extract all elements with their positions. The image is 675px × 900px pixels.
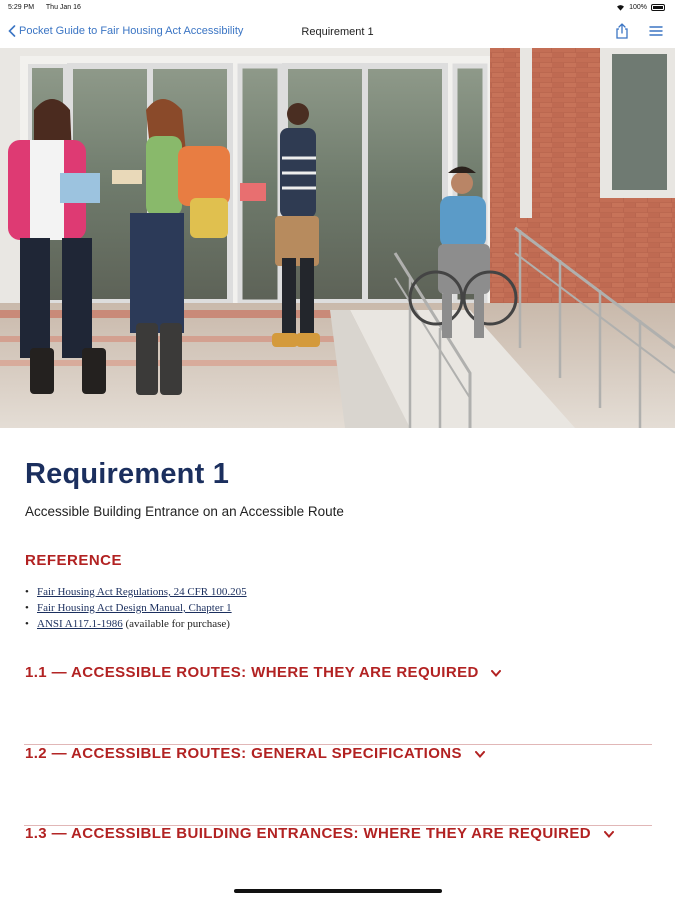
home-indicator[interactable] [234,889,442,893]
list-item [24,584,247,600]
chevron-down-icon [604,831,614,838]
accordion-label: 1.3 — ACCESSIBLE BUILDING ENTRANCES: WHERE THEY ARE REQUIRED [25,825,591,842]
list-item [24,600,247,616]
nav-title: Requirement 1 [301,26,374,38]
reference-link[interactable]: Fair Housing Act Design Manual, Chapter 1 [37,602,232,614]
status-time: 5:29 PM [8,4,35,11]
reference-note: (available for purchase) [122,618,230,630]
page-subtitle: Accessible Building Entrance on an Accessible Route [25,504,344,519]
list-item [24,616,247,632]
chevron-down-icon [475,751,485,758]
status-bar [0,0,675,16]
menu-icon[interactable] [649,25,663,37]
hero-image [0,48,675,428]
battery-icon [651,4,665,11]
reference-link[interactable]: ANSI A117.1-1986 [37,618,123,630]
accordion-label: 1.1 — ACCESSIBLE ROUTES: WHERE THEY ARE REQUIRED [25,664,479,681]
accordion-label: 1.2 — ACCESSIBLE ROUTES: GENERAL SPECIFICATIONS [25,745,462,762]
share-icon[interactable] [615,23,629,39]
chevron-down-icon [491,670,501,677]
reference-list [24,584,247,632]
battery-percent: 100% [629,4,647,11]
status-date: Thu Jan 16 [45,4,81,11]
wifi-icon [616,4,625,11]
accordion-section-1-2[interactable] [24,745,652,826]
reference-heading: REFERENCE [25,552,123,569]
page-title: Requirement 1 [25,458,230,490]
accordion-section-1-1[interactable] [24,664,652,745]
back-button-label: Pocket Guide to Fair Housing Act Accessibility [19,25,244,37]
navigation-bar [0,16,675,48]
reference-link[interactable]: Fair Housing Act Regulations, 24 CFR 100.205 [37,586,247,598]
building-entrance-photo [0,48,675,428]
